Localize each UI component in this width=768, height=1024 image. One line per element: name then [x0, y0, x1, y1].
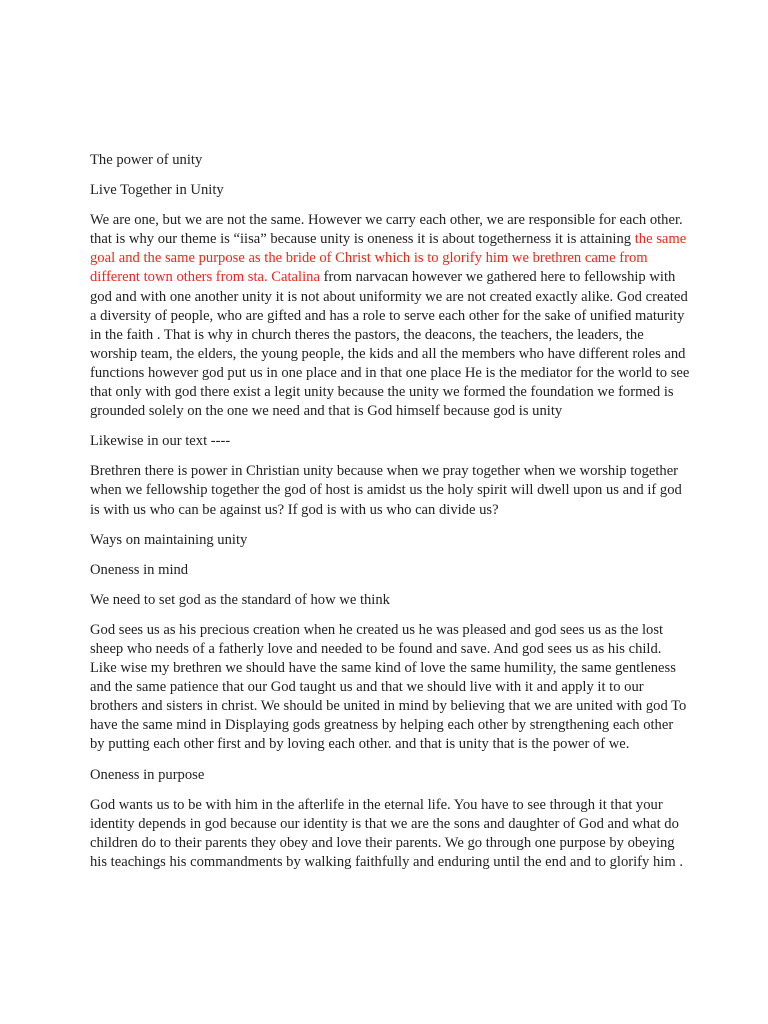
intro-text-end: from narvacan however we gathered here to fellowship with god and with one another unity it is not about uniformity we are not created exactly alike. God created a diversity of people, who are gifted and has a role to serve each other for the sake of unified maturity in the faith . That is why in church theres the pastors, the deacons, the teachers, the leaders, the worship team, the elders, the young people, the kids and all the members who have different roles and functions however god put us in one place and in that one place He is the mediator for the world to see that only with god there exist a legit unity because the unity we formed the foundation we formed is grounded solely on the one we need and that is God himself because god is unity — [90, 269, 690, 420]
likewise-line: Likewise in our text ---- — [90, 433, 231, 450]
ways-heading: Ways on maintaining unity — [90, 531, 248, 548]
brethren-paragraph: Brethren there is power in Christian unity because when we pray together when we worship together when we fellowship together the god of host is amidst us the holy spirit will dwell upon us and if god is with us who can be against us? If god is with us who can divide us? — [90, 463, 682, 518]
intro-text-start: We are one, but we are not the same. However we carry each other, we are responsible for each other. that is why our theme is “iisa” because unity is oneness it is about togetherness it is attaining — [90, 212, 683, 248]
oneness-mind-subheading: We need to set god as the standard of how we think — [90, 591, 390, 608]
highlighted-text: the same goal and the same purpose as the bride of Christ which is to glorify him we brethren came from different town others from sta. Catalina — [90, 231, 687, 286]
document-body — [90, 151, 690, 883]
document-subtitle: Live Together in Unity — [90, 182, 224, 199]
document-title: The power of unity — [90, 152, 203, 168]
oneness-mind-heading: Oneness in mind — [90, 561, 189, 578]
intro-paragraph — [90, 211, 690, 421]
oneness-purpose-paragraph: God wants us to be with him in the afterlife in the eternal life. You have to see through it that your identity depends in god because our identity is that we are the sons and daughter of God and what do children do to their parents they obey and love their parents. We go through one purpose by obeying his teachings his commandments by walking faithfully and enduring until the end and to glorify him . — [90, 796, 683, 870]
oneness-mind-paragraph: God sees us as his precious creation when he created us he was pleased and god sees us as the lost sheep who needs of a fatherly love and needed to be found and save. And god sees us as his child. Like wise my brethren we should have the same kind of love the same humility, the same gentleness and the same patience that our God taught us and that we should live with it and apply it to our brothers and sisters in christ. We should be united in mind by believing that we are united with god To have the same mind in Displaying gods greatness by helping each other by strengthening each other by putting each other first and by loving each other. and that is unity that is the power of we. — [90, 621, 687, 753]
oneness-purpose-heading: Oneness in purpose — [90, 766, 205, 783]
